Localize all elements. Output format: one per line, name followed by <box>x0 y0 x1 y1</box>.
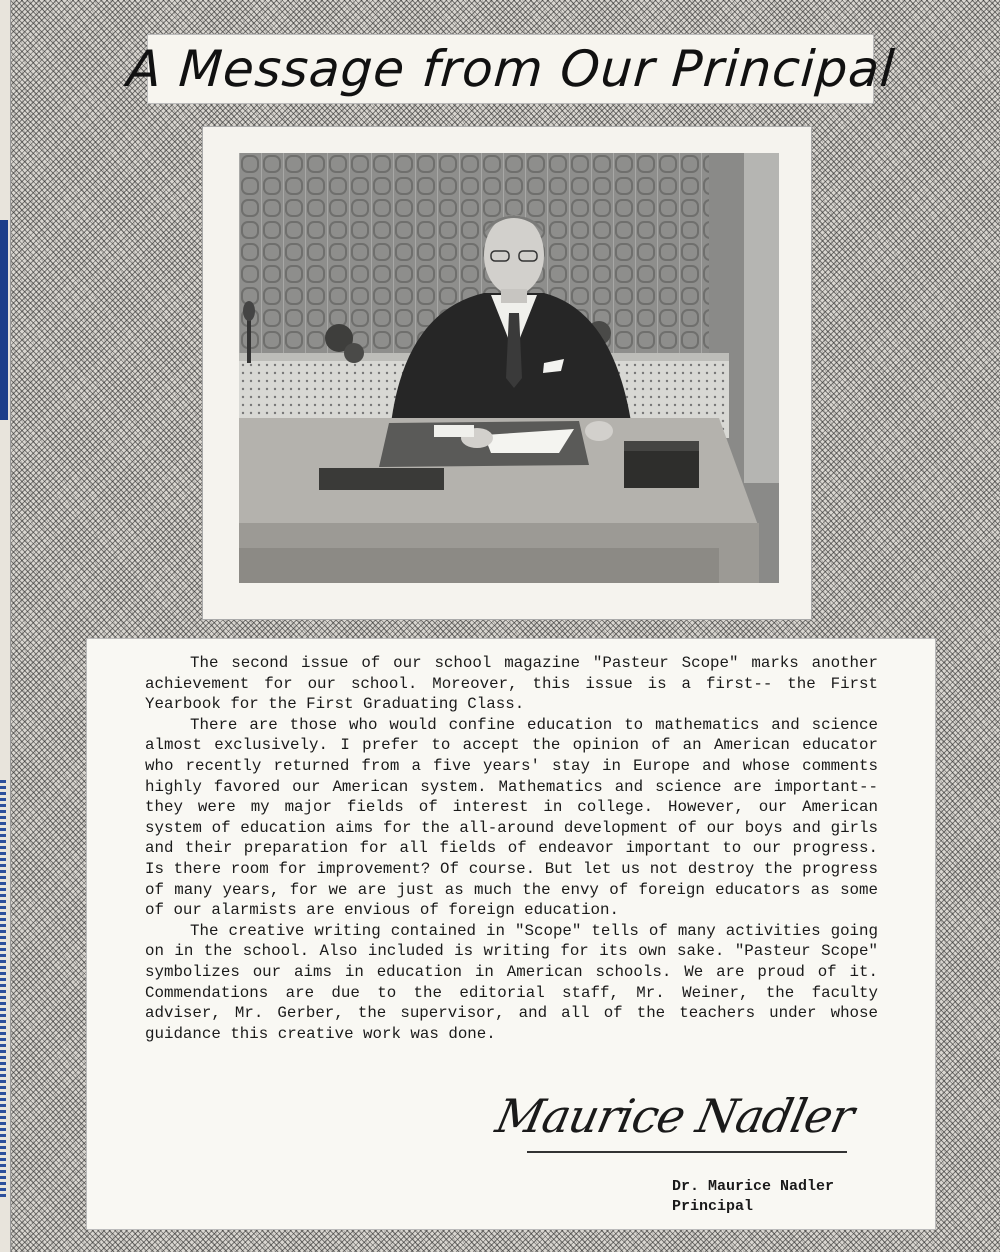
blue-edge-dashes <box>0 780 6 1200</box>
signature-flourish <box>527 1151 847 1153</box>
page-title: A Message from Our Principal <box>124 40 897 98</box>
letter-paragraph-3: The creative writing contained in "Scope" tells of many activities going on in the school. Also included is writing for its own sake. "Pasteur Scope" symbolizes our aims in education in American schools. We are proud of it. Commendations are due to the editorial staff, Mr. Weiner, the faculty adviser, Mr. Gerber, the supervisor, and all of the teachers under whose guidance this creative work was done. <box>145 921 878 1043</box>
title-label <box>124 34 897 104</box>
blue-edge-strip <box>0 220 8 420</box>
photo-mount <box>202 126 812 620</box>
letter-body <box>145 653 878 1044</box>
letter-paragraph-1: The second issue of our school magazine "Pasteur Scope" marks another achievement for our school. Moreover, this issue is a first-- the First Yearbook for the First Graduating Class. <box>145 654 878 714</box>
handwritten-signature: Maurice Nadler <box>491 1089 859 1143</box>
letter-paragraph-2: There are those who would confine education to mathematics and science almost exclusively. I prefer to accept the opinion of an American educator who recently returned from a five years' stay in Europe and whose comments highly favored our American system. Mathematics and science are important--they were my major fields of interest in college. However, our American system of education aims for the all-around development of our boys and girls and their preparation for all fields of endeavor important to our progress. Is there room for improvement? Of course. But let us not destroy the progress of many years, for we are just as much the envy of foreign educators as some of our alarmists are envious of foreign education. <box>145 715 878 920</box>
principal-at-desk-photo <box>239 153 779 583</box>
principal-photo <box>239 153 779 583</box>
page-left-edge <box>0 0 11 1252</box>
signer-name: Dr. Maurice Nadler <box>672 1178 835 1195</box>
letter-panel <box>86 638 936 1230</box>
signer-title: Principal <box>672 1198 754 1215</box>
